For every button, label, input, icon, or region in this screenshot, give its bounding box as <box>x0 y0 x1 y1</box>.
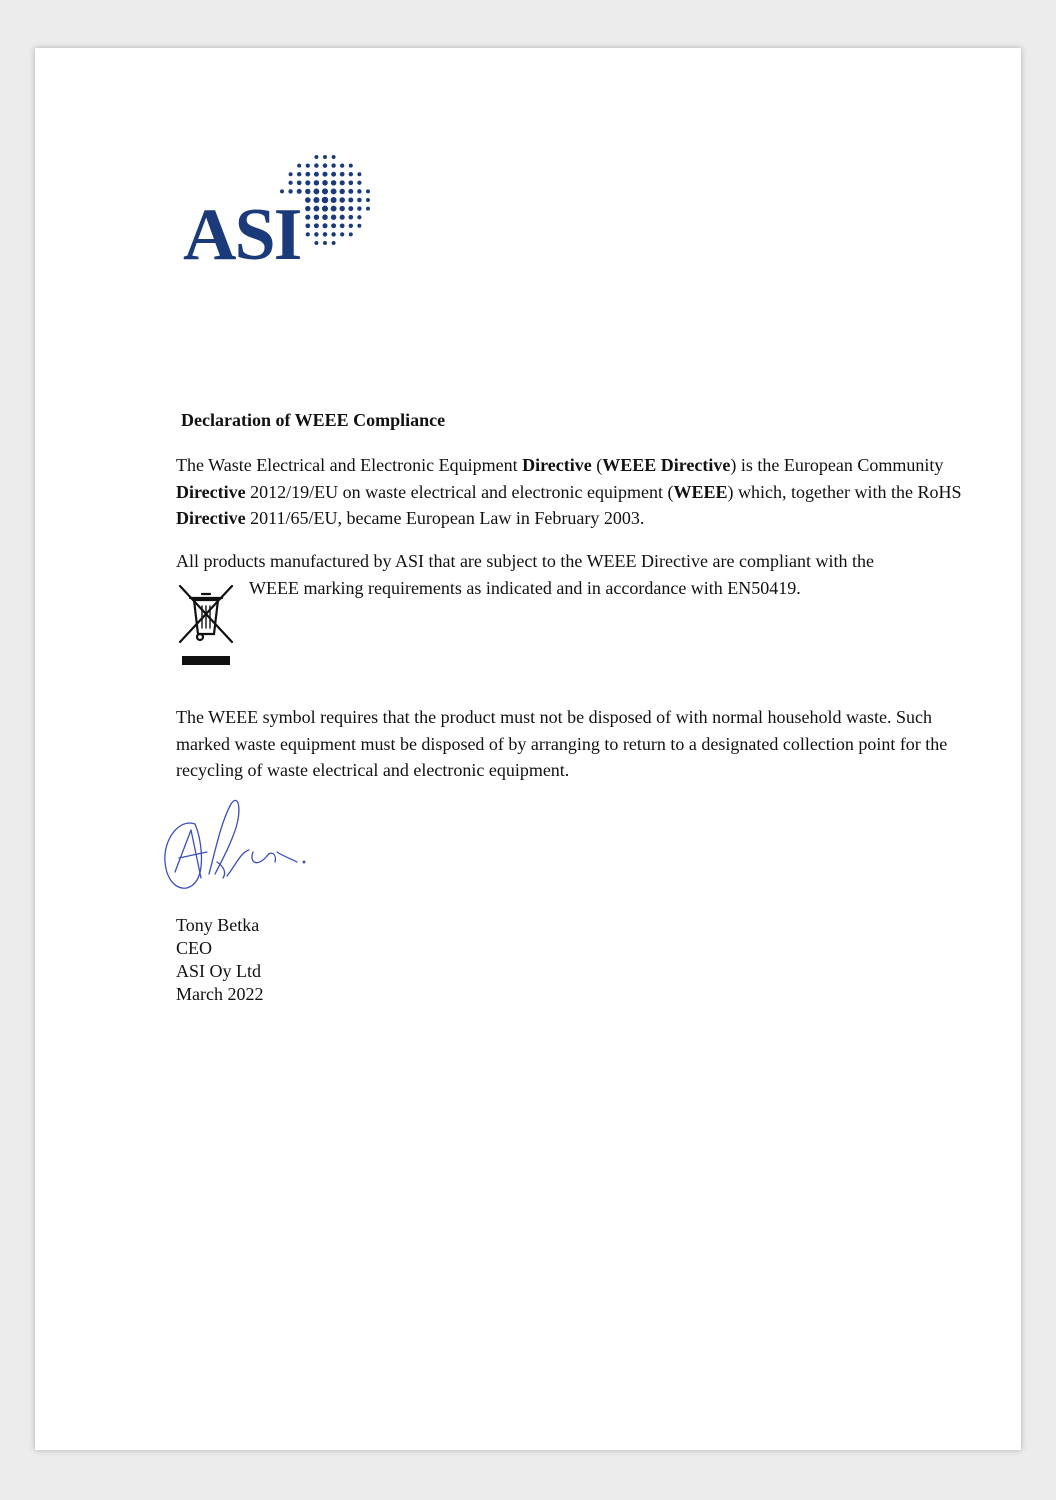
logo-dot <box>339 197 345 203</box>
logo-dot <box>331 223 336 228</box>
asi-logo <box>183 144 373 264</box>
logo-dot <box>306 163 310 167</box>
logo-dot <box>332 241 336 245</box>
logo-dot <box>323 241 327 245</box>
paragraph-weee-symbol: The WEEE symbol requires that the product must not be disposed of with normal household waste. Such marked waste equipment must be disposed of by arranging to return to a designated collection point for the recycling of waste electrical and electronic equipment. <box>176 707 948 780</box>
logo-dot <box>289 172 293 176</box>
logo-dot <box>314 232 318 236</box>
logo-dot <box>305 215 310 220</box>
logo-dot <box>348 215 353 220</box>
logo-dot <box>305 172 310 177</box>
paragraph-compliance-line2: WEEE marking requirements as indicated and in accordance with EN50419. <box>249 578 801 598</box>
logo-dot <box>297 164 301 168</box>
logo-dot <box>305 197 311 203</box>
page-title: Declaration of WEEE Compliance <box>181 410 446 430</box>
logo-dot <box>339 206 344 211</box>
logo-dot <box>349 232 353 236</box>
signer-title: CEO <box>176 938 212 958</box>
logo-dot <box>313 206 319 212</box>
logo-dot <box>305 206 310 211</box>
logo-dot <box>323 232 328 237</box>
logo-dot <box>314 172 319 177</box>
logo-dot <box>357 198 362 203</box>
logo-dot <box>340 172 345 177</box>
logo-dot <box>313 197 319 203</box>
document-page <box>35 48 1021 1450</box>
logo-dot <box>323 163 328 168</box>
logo-dot <box>340 215 345 220</box>
signer-date: March 2022 <box>176 984 264 1004</box>
logo-dot <box>313 188 319 194</box>
logo-dot <box>340 180 345 185</box>
logo-dot <box>331 214 336 219</box>
logo-dot <box>322 172 327 177</box>
logo-dot <box>339 189 344 194</box>
signer-block <box>176 914 263 1006</box>
logo-dot <box>288 189 292 193</box>
logo-dot <box>357 224 361 228</box>
logo-dot <box>331 188 337 194</box>
logo-dot <box>366 198 370 202</box>
logo-dot <box>322 188 328 194</box>
logo-dot <box>322 197 329 204</box>
logo-dot <box>305 223 310 228</box>
logo-dot <box>348 197 353 202</box>
logo-dot <box>357 206 361 210</box>
logo-dot <box>323 155 327 159</box>
logo-dot <box>280 189 284 193</box>
logo-dot <box>340 223 345 228</box>
crossed-out-wheelie-bin-icon <box>178 584 234 668</box>
paragraph-compliance-line1: All products manufactured by ASI that are subject to the WEEE Directive are compliant with the <box>176 551 874 571</box>
logo-dot <box>314 214 319 219</box>
logo-dot <box>314 163 318 167</box>
logo-dot <box>357 215 361 219</box>
logo-dot <box>331 163 335 167</box>
logo-dot <box>357 189 361 193</box>
logo-dot <box>314 155 318 159</box>
logo-dot <box>366 189 370 193</box>
logo-dot <box>357 172 361 176</box>
logo-dot <box>322 206 328 212</box>
logo-dot <box>306 232 310 236</box>
logo-dot <box>340 232 344 236</box>
logo-dot <box>297 180 302 185</box>
logo-dot <box>349 164 353 168</box>
logo-dot <box>349 224 353 228</box>
logo-dot <box>331 180 336 185</box>
logo-dot <box>288 181 292 185</box>
logo-dot <box>331 172 336 177</box>
logo-dot <box>305 180 310 185</box>
logo-dot <box>305 189 310 194</box>
logo-dot <box>349 172 353 176</box>
signature <box>157 792 317 902</box>
logo-dot <box>331 232 335 236</box>
paragraph-directive: The Waste Electrical and Electronic Equipment Directive (WEEE Directive) is the European Community Directive 2012/19/EU on waste electrical and electronic equipment (WEEE) which, together with the RoHS Directive 2011/65/EU, became European Law in February 2003. <box>176 455 962 528</box>
logo-dot <box>331 197 337 203</box>
asi-logo-graphic <box>183 144 373 264</box>
logo-text: ASI <box>183 194 301 264</box>
logo-dot <box>314 223 319 228</box>
logo-dot <box>322 214 328 220</box>
logo-dot <box>314 180 319 185</box>
logo-dot <box>322 223 327 228</box>
logo-dot <box>366 207 370 211</box>
logo-dot <box>348 180 353 185</box>
logo-dot <box>297 172 301 176</box>
logo-dot <box>322 180 328 186</box>
logo-dot <box>348 206 353 211</box>
signer-company: ASI Oy Ltd <box>176 961 261 981</box>
logo-dot <box>332 155 336 159</box>
logo-dot <box>348 189 353 194</box>
signer-name: Tony Betka <box>176 915 260 935</box>
logo-dot <box>340 163 344 167</box>
logo-dot <box>331 206 337 212</box>
logo-dot <box>357 181 361 185</box>
logo-dot <box>314 241 318 245</box>
